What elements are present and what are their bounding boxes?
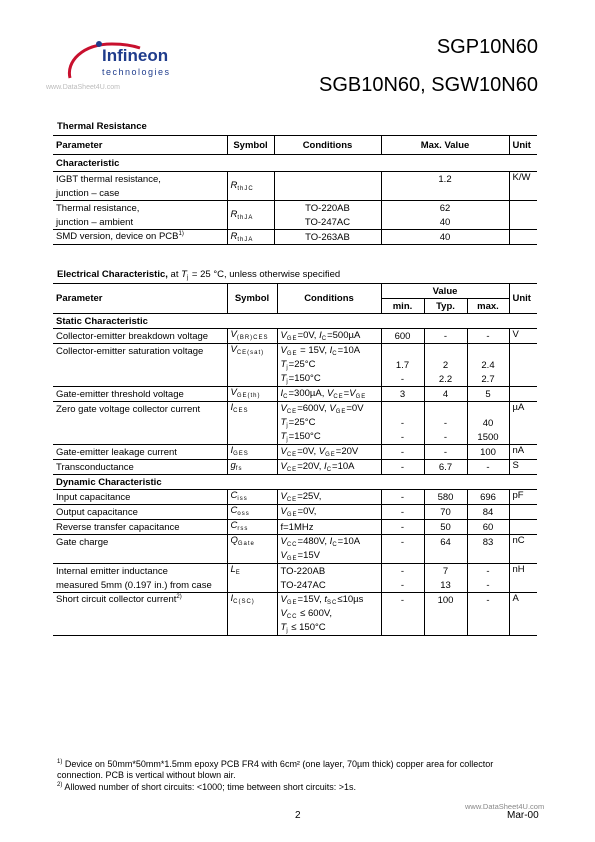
- unit-cell: S: [509, 460, 537, 475]
- unit-cell: [509, 505, 537, 520]
- min-value-cell: -: [381, 535, 424, 550]
- table-row: [53, 607, 537, 621]
- group-label: Static Characteristic: [53, 314, 537, 329]
- symbol-letter: V: [230, 387, 237, 398]
- symbol-letter: R: [230, 209, 238, 220]
- unit-cell: [509, 230, 537, 245]
- table-row: [53, 358, 537, 372]
- symbol-letter: Q: [230, 535, 238, 546]
- param-cell: Short circuit collector current$^{2)}$: [56, 594, 182, 606]
- footnote-ref: 2): [176, 594, 182, 601]
- typ-value-cell: 6.7: [424, 460, 467, 475]
- min-value-cell: -: [381, 460, 424, 475]
- typ-value-cell: [424, 549, 467, 564]
- symbol-subscript: oss: [237, 511, 250, 517]
- value-cell: 62: [381, 201, 509, 216]
- typ-value-cell: 580: [424, 490, 467, 505]
- footnote-2-text: Allowed number of short circuits: <1000; time between short circuits: >1s.: [64, 782, 356, 792]
- header-cell: Parameter: [53, 284, 227, 314]
- param-cell: Gate charge: [56, 536, 109, 548]
- thermal-section-title: Thermal Resistance: [57, 121, 147, 132]
- footer-date: Mar-00: [507, 810, 539, 821]
- table-row: [53, 520, 537, 535]
- header-cell: Unit: [509, 284, 537, 314]
- param-cell: [53, 358, 227, 372]
- symbol-cell: [227, 593, 277, 636]
- electrical-table: [53, 283, 537, 636]
- min-value-cell: -: [381, 430, 424, 445]
- footnote-ref: 1): [178, 231, 184, 238]
- conditions-cell: $V_{GE}=0V$, $I_C=500\mu A$: [277, 329, 381, 344]
- unit-cell: [509, 520, 537, 535]
- max-value-cell: -: [467, 593, 509, 608]
- min-value-cell: [381, 607, 424, 621]
- symbol-letter: I: [230, 445, 234, 456]
- min-value-cell: -: [381, 416, 424, 430]
- param-cell: [53, 372, 227, 387]
- table-row: [53, 549, 537, 564]
- table-row: [53, 621, 537, 636]
- max-value-cell: 84: [467, 505, 509, 520]
- symbol-subscript: (BR)CES: [236, 335, 269, 341]
- param-cell: Internal emitter inductance: [56, 565, 168, 577]
- symbol-subscript: thJA: [237, 237, 254, 243]
- param-cell: [53, 430, 227, 445]
- min-value-cell: -: [381, 490, 424, 505]
- unit-cell: A: [509, 593, 537, 636]
- table-row: [53, 460, 537, 475]
- param-cell: [53, 549, 227, 564]
- electrical-title-prefix: at: [170, 269, 179, 280]
- max-value-cell: [467, 607, 509, 621]
- typ-value-cell: [424, 607, 467, 621]
- tj-subscript: j: [186, 275, 190, 281]
- unit-cell: [509, 344, 537, 387]
- max-value-cell: 100: [467, 445, 509, 460]
- unit-cell: nC: [509, 535, 537, 564]
- min-value-cell: 600: [381, 329, 424, 344]
- table-row: [53, 430, 537, 445]
- unit-cell: µA: [509, 402, 537, 445]
- param-cell: Collector-emitter breakdown voltage: [53, 329, 227, 344]
- header-cell: Max. Value: [381, 136, 509, 155]
- typ-value-cell: [424, 344, 467, 359]
- table-row: [53, 505, 537, 520]
- symbol-subscript: Gate: [237, 541, 255, 547]
- header-cell: Conditions: [274, 136, 381, 155]
- min-value-cell: -: [381, 372, 424, 387]
- typ-value-cell: [424, 621, 467, 636]
- conditions-cell: $V_{CE}=20V$, $I_C=10A$: [277, 460, 381, 475]
- value-cell: [381, 186, 509, 201]
- footnote-2: [57, 780, 527, 793]
- symbol-cell: [227, 402, 277, 445]
- typ-value-cell: 2.2: [424, 372, 467, 387]
- symbol-letter: C: [230, 505, 238, 516]
- part-number-title: SGP10N60: [436, 36, 538, 58]
- param-cell: Transconductance: [53, 460, 227, 475]
- infineon-logo: [62, 36, 192, 88]
- table-row: [53, 172, 537, 187]
- max-value-cell: [467, 549, 509, 564]
- typ-value-cell: -: [424, 430, 467, 445]
- header-cell: Symbol: [227, 136, 274, 155]
- symbol-cell: [227, 460, 277, 475]
- param-cell: [53, 416, 227, 430]
- conditions-cell: $T_j=25^\circ C$: [277, 358, 381, 372]
- conditions-cell: $V_{CC} \le 600V$,: [277, 607, 381, 621]
- conditions-cell: TO-247AC: [277, 578, 381, 593]
- param-cell: Gate-emitter leakage current: [53, 445, 227, 460]
- typ-value-cell: 13: [424, 578, 467, 593]
- max-value-cell: 2.7: [467, 372, 509, 387]
- symbol-cell: [227, 344, 277, 387]
- table-row: [53, 593, 537, 608]
- value-cell: 40: [381, 230, 509, 245]
- conditions-cell: $T_j=150^\circ C$: [277, 430, 381, 445]
- conditions-cell: $I_C=300\mu A$, $V_{CE}=V_{GE}$: [277, 387, 381, 402]
- symbol-letter: I: [230, 593, 234, 604]
- symbol-cell: [227, 329, 277, 344]
- symbol-subscript: GES: [233, 451, 249, 457]
- symbol-letter: I: [230, 402, 234, 413]
- electrical-title-bold: Electrical Characteristic,: [57, 269, 168, 280]
- conditions-cell: $V_{CE}=0V$, $V_{GE}=20V$: [277, 445, 381, 460]
- table-row: [53, 372, 537, 387]
- symbol-subscript: CE(sat): [236, 350, 265, 356]
- conditions-cell: $V_{CE}=600V$, $V_{GE}=0V$: [277, 402, 381, 417]
- param-cell: Input capacitance: [53, 490, 227, 505]
- typ-value-cell: 70: [424, 505, 467, 520]
- unit-cell: nA: [509, 445, 537, 460]
- typ-value-cell: 50: [424, 520, 467, 535]
- thermal-header-row: [53, 136, 537, 155]
- symbol-cell: [227, 387, 277, 402]
- conditions-cell: $V_{GE}=15V$: [277, 549, 381, 564]
- conditions-cell: $V_{GE}=0V$,: [277, 505, 381, 520]
- typ-value-cell: -: [424, 416, 467, 430]
- min-value-cell: 1.7: [381, 358, 424, 372]
- param-cell: Gate-emitter threshold voltage: [53, 387, 227, 402]
- symbol-letter: V: [230, 329, 237, 340]
- symbol-subscript: C(SC): [233, 599, 255, 605]
- min-value-cell: -: [381, 593, 424, 608]
- header-cell: Symbol: [227, 284, 277, 314]
- logo-name: Infineon: [102, 46, 169, 65]
- unit-cell: K/W: [509, 172, 537, 201]
- table-row: [53, 445, 537, 460]
- symbol-subscript: fs: [235, 466, 243, 472]
- conditions-cell: $V_{CC}=480V$, $I_C=10A$: [277, 535, 381, 550]
- symbol-letter: V: [230, 344, 237, 355]
- footnote-2-mark: 2): [57, 782, 63, 788]
- max-value-cell: 83: [467, 535, 509, 550]
- logo-subtitle: technologies: [102, 67, 171, 77]
- header-cell: Parameter: [53, 136, 227, 155]
- symbol-letter: g: [230, 460, 236, 471]
- conditions-cell: TO-247AC: [274, 215, 381, 230]
- param-cell: measured 5mm (0.197 in.) from case: [53, 578, 227, 593]
- unit-cell: [509, 387, 537, 402]
- symbol-letter: C: [230, 490, 238, 501]
- max-value-cell: 1500: [467, 430, 509, 445]
- header-cell: Unit: [509, 136, 537, 155]
- min-value-cell: -: [381, 445, 424, 460]
- top-watermark: www.DataSheet4U.com: [46, 84, 120, 91]
- param-cell: Collector-emitter saturation voltage: [56, 345, 204, 357]
- conditions-cell: $V_{GE} = 15V$, $I_C=10A$: [277, 344, 381, 359]
- conditions-cell: [274, 186, 381, 201]
- symbol-cell: [227, 230, 274, 245]
- param-cell: Output capacitance: [53, 505, 227, 520]
- group-label: Dynamic Characteristic: [53, 475, 537, 490]
- typ-value-cell: 64: [424, 535, 467, 550]
- conditions-cell: TO-263AB: [274, 230, 381, 245]
- table-row: [53, 186, 537, 201]
- symbol-cell: [227, 535, 277, 564]
- unit-cell: nH: [509, 564, 537, 593]
- symbol-subscript: E: [235, 570, 241, 576]
- symbol-letter: C: [230, 520, 238, 531]
- min-value-cell: [381, 402, 424, 417]
- param-cell: IGBT thermal resistance,: [56, 173, 161, 185]
- header-cell: min.: [381, 299, 424, 314]
- table-row: [53, 535, 537, 550]
- param-cell: [53, 607, 227, 621]
- min-value-cell: -: [381, 578, 424, 593]
- unit-cell: V: [509, 329, 537, 344]
- max-value-cell: -: [467, 460, 509, 475]
- table-row: [53, 490, 537, 505]
- conditions-cell: $V_{GE}=15V$, $t_{SC}\le 10\mu s$: [277, 593, 381, 608]
- symbol-letter: R: [230, 180, 238, 191]
- header-cell: max.: [467, 299, 509, 314]
- max-value-cell: 60: [467, 520, 509, 535]
- max-value-cell: [467, 344, 509, 359]
- param-cell: junction – ambient: [53, 215, 227, 230]
- footnote-1-text: Device on 50mm*50mm*1.5mm epoxy PCB FR4 with 6cm² (one layer, 70µm thick) copper area for collector connection. PCB is vertical without blown air.: [57, 759, 494, 780]
- conditions-cell: TO-220AB: [274, 201, 381, 216]
- group-row: [53, 314, 537, 329]
- typ-value-cell: -: [424, 445, 467, 460]
- typ-value-cell: 7: [424, 564, 467, 579]
- param-cell: Thermal resistance,: [56, 202, 140, 214]
- conditions-cell: $T_j=150^\circ C$: [277, 372, 381, 387]
- page-number: 2: [295, 810, 301, 821]
- param-cell: junction – case: [53, 186, 227, 201]
- table-row: [53, 416, 537, 430]
- max-value-cell: -: [467, 578, 509, 593]
- electrical-title-suffix: = 25 °C, unless otherwise specified: [191, 269, 341, 280]
- typ-value-cell: -: [424, 329, 467, 344]
- value-cell: 40: [381, 215, 509, 230]
- table-row: [53, 578, 537, 593]
- unit-cell: pF: [509, 490, 537, 505]
- conditions-cell: f=1MHz: [277, 520, 381, 535]
- conditions-cell: $V_{CE}=25V$,: [277, 490, 381, 505]
- symbol-subscript: GE(th): [236, 393, 261, 399]
- conditions-cell: $T_j \le 150^\circ C$: [277, 621, 381, 636]
- symbol-cell: [227, 201, 274, 230]
- header-cell: Conditions: [277, 284, 381, 314]
- symbol-subscript: iss: [237, 496, 248, 502]
- table-row: [53, 329, 537, 344]
- min-value-cell: [381, 621, 424, 636]
- min-value-cell: [381, 549, 424, 564]
- tj-symbol: T: [181, 269, 187, 280]
- group-label: Characteristic: [53, 155, 537, 172]
- max-value-cell: 2.4: [467, 358, 509, 372]
- table-row: [53, 402, 537, 417]
- bottom-watermark: www.DataSheet4U.com: [465, 802, 545, 811]
- typ-value-cell: [424, 402, 467, 417]
- symbol-cell: [227, 490, 277, 505]
- min-value-cell: [381, 344, 424, 359]
- part-number-subtitle: SGB10N60, SGW10N60: [319, 74, 538, 96]
- conditions-cell: [274, 172, 381, 187]
- symbol-cell: [227, 505, 277, 520]
- conditions-cell: TO-220AB: [277, 564, 381, 579]
- symbol-cell: [227, 520, 277, 535]
- max-value-cell: -: [467, 329, 509, 344]
- min-value-cell: 3: [381, 387, 424, 402]
- typ-value-cell: 100: [424, 593, 467, 608]
- max-value-cell: [467, 402, 509, 417]
- symbol-subscript: thJA: [237, 215, 254, 221]
- param-cell: Reverse transfer capacitance: [53, 520, 227, 535]
- param-cell: Zero gate voltage collector current: [56, 403, 201, 415]
- symbol-subscript: CES: [233, 408, 249, 414]
- conditions-cell: $T_j=25^\circ C$: [277, 416, 381, 430]
- symbol-cell: [227, 564, 277, 593]
- max-value-cell: 696: [467, 490, 509, 505]
- table-row: [53, 201, 537, 216]
- param-cell: [53, 621, 227, 636]
- unit-cell: [509, 201, 537, 230]
- table-row: [53, 230, 537, 245]
- min-value-cell: -: [381, 564, 424, 579]
- value-cell: 1.2: [381, 172, 509, 187]
- symbol-subscript: rss: [237, 526, 249, 532]
- group-row: [53, 155, 537, 172]
- table-row: [53, 215, 537, 230]
- max-value-cell: 5: [467, 387, 509, 402]
- symbol-cell: [227, 445, 277, 460]
- thermal-table: [53, 135, 537, 245]
- typ-value-cell: 4: [424, 387, 467, 402]
- max-value-cell: [467, 621, 509, 636]
- group-row: [53, 475, 537, 490]
- header-cell: Typ.: [424, 299, 467, 314]
- symbol-letter: L: [230, 564, 236, 575]
- header-cell: Value: [381, 284, 509, 299]
- min-value-cell: -: [381, 520, 424, 535]
- typ-value-cell: 2: [424, 358, 467, 372]
- symbol-subscript: thJC: [237, 186, 254, 192]
- table-row: [53, 387, 537, 402]
- footnote-1-mark: 1): [57, 759, 63, 765]
- symbol-cell: [227, 172, 274, 201]
- elec-header-row: [53, 284, 537, 299]
- max-value-cell: 40: [467, 416, 509, 430]
- max-value-cell: -: [467, 564, 509, 579]
- table-row: [53, 344, 537, 359]
- symbol-letter: R: [230, 231, 238, 242]
- param-cell: SMD version, device on PCB$^{1)}$: [53, 230, 227, 245]
- min-value-cell: -: [381, 505, 424, 520]
- footnote-1: [57, 757, 527, 781]
- table-row: [53, 564, 537, 579]
- electrical-section-title: [57, 269, 340, 281]
